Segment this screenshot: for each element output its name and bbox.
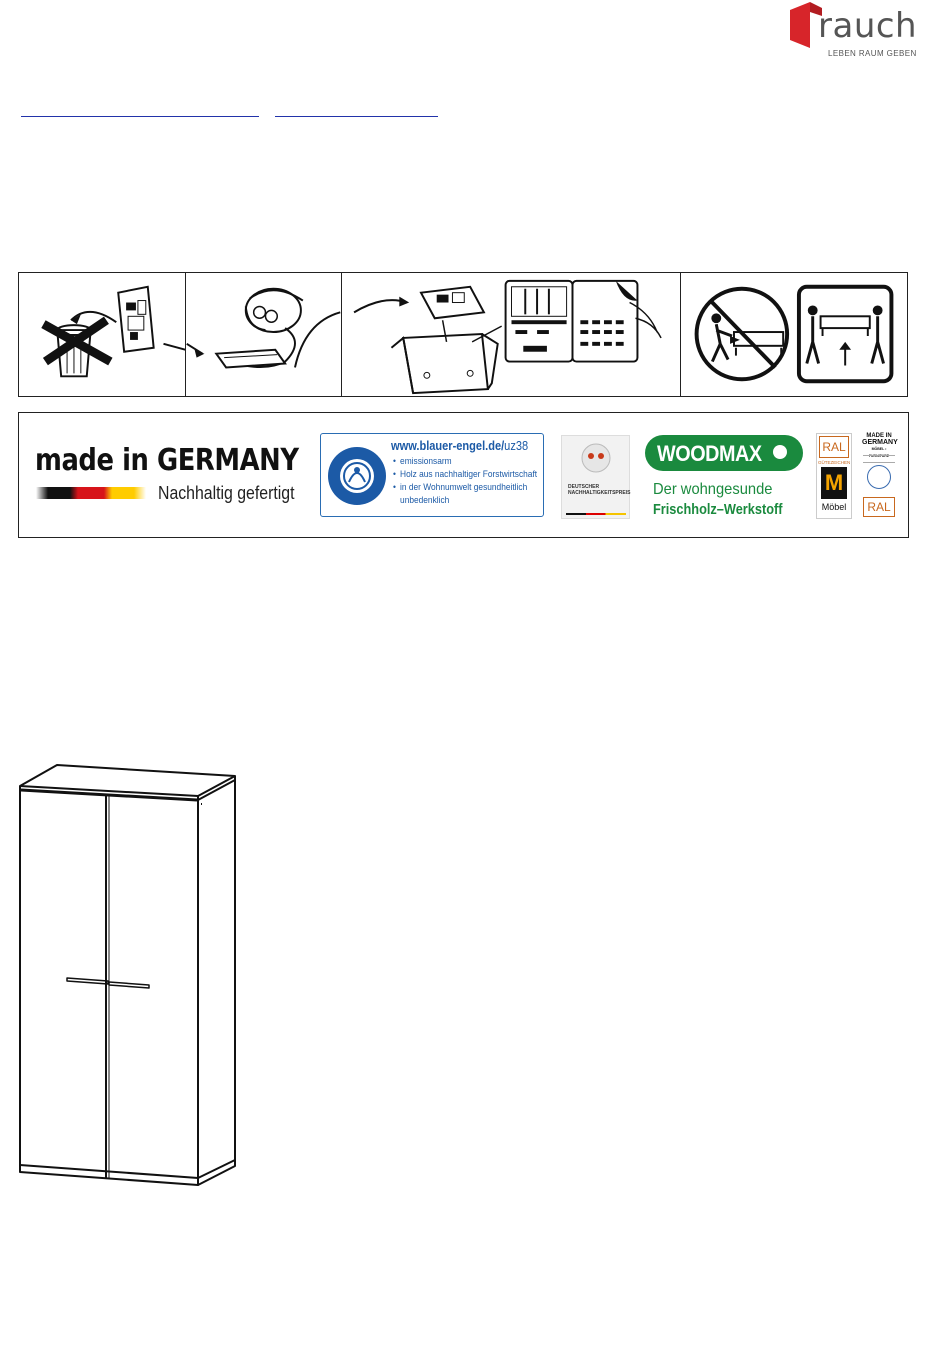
moebel-m-icon: M bbox=[821, 467, 847, 499]
ral-label-2: RAL bbox=[863, 497, 895, 517]
woodmax-dot-icon bbox=[773, 445, 787, 459]
blauer-engel-item: • emissionsarm bbox=[393, 455, 543, 468]
header-link-2[interactable] bbox=[275, 116, 438, 117]
ral-mig-line3: MÖBEL • FURNITURE bbox=[868, 447, 890, 458]
ral-fine-print bbox=[863, 455, 895, 463]
two-door-wardrobe-icon bbox=[15, 760, 240, 1200]
ral-mig-line2: GERMANY bbox=[862, 438, 898, 446]
guetezeichen-label: GÜTEZEICHEN bbox=[818, 460, 851, 465]
woodmax-line2: Frischholz–Werkstoff bbox=[653, 502, 783, 518]
ral-moebel-badge bbox=[816, 433, 852, 519]
made-in-germany-subtitle: Nachhaltig gefertigt bbox=[158, 483, 295, 503]
woodmax-pill bbox=[645, 435, 803, 471]
ral-made-in-germany-badge bbox=[862, 433, 896, 519]
german-flag-line bbox=[566, 513, 626, 515]
woodmax-name: WOODMAX bbox=[657, 441, 762, 466]
blauer-engel-url bbox=[391, 438, 528, 453]
file-instructions-icon bbox=[342, 273, 681, 396]
brand-tagline: LEBEN RAUM GEBEN bbox=[828, 49, 917, 58]
made-in-germany-title: made in GERMANY bbox=[35, 443, 299, 478]
brand-logo-mark-icon bbox=[788, 2, 822, 48]
instructions-pictogram-strip bbox=[18, 272, 908, 397]
certification-strip bbox=[18, 412, 909, 538]
brand-name: rauch bbox=[818, 6, 918, 46]
award-sphere-icon bbox=[562, 436, 631, 486]
blauer-engel-list bbox=[393, 455, 543, 507]
blauer-engel-item: • in der Wohnumwelt gesundheitlich unbedenklich bbox=[393, 481, 543, 507]
nachhaltigkeitspreis-badge bbox=[561, 435, 630, 519]
woodmax-badge bbox=[645, 435, 807, 519]
do-not-drag-furniture-icon bbox=[697, 289, 788, 380]
moebel-label: Möbel bbox=[821, 502, 847, 512]
ral-label: RAL bbox=[819, 436, 849, 458]
german-flag-bar bbox=[36, 487, 146, 499]
blauer-engel-badge bbox=[320, 433, 544, 517]
brand-logo bbox=[786, 2, 918, 60]
ral-seal-icon bbox=[867, 465, 891, 489]
discard-instructions-icon bbox=[19, 273, 186, 396]
ral-mig-line1: MADE IN bbox=[866, 433, 892, 439]
blauer-engel-seal-icon bbox=[327, 440, 399, 512]
read-instructions-icon bbox=[186, 273, 342, 396]
woodmax-line1: Der wohngesunde bbox=[653, 481, 773, 498]
nachhaltigkeitspreis-title: DEUTSCHER NACHHALTIGKEITSPREIS bbox=[568, 484, 631, 496]
blauer-engel-url-code: uz38 bbox=[504, 438, 529, 453]
header-link-1[interactable] bbox=[21, 116, 259, 117]
blauer-engel-item: • Holz aus nachhaltiger Forstwirtschaft bbox=[393, 468, 543, 481]
lift-furniture-icon bbox=[799, 287, 891, 381]
blauer-engel-url-prefix: www.blauer-engel.de/ bbox=[391, 438, 505, 453]
furniture-handling-icons bbox=[681, 273, 908, 396]
